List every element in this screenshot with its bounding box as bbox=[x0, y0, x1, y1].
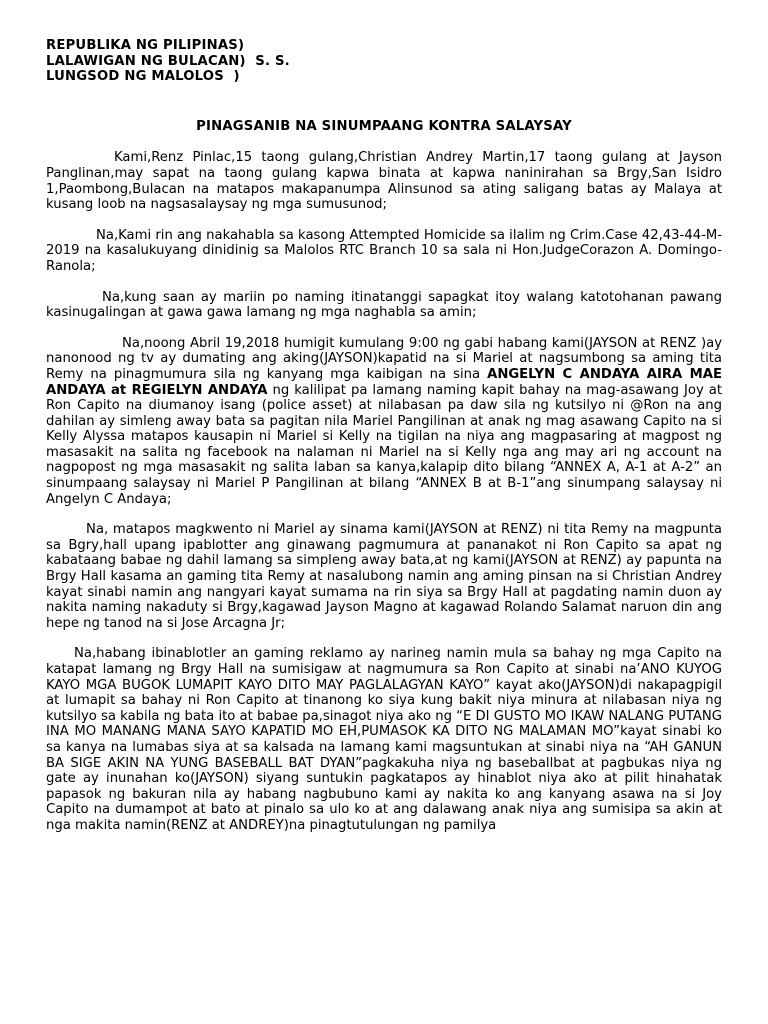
paragraph-2: Na,Kami rin ang nakahabla sa kasong Attempted Homicide sa ilalim ng Crim.Case 42,43-44-M-2019 na kasalukuyang dinidinig sa Malolos RTC Branch 10 sa sala ni Hon.JudgeCorazon A. Domingo- Ranola; bbox=[46, 227, 722, 274]
paragraph-4-part-c: ng kalilipat pa lamang naming kapit bahay na mag-asawang Joy at Ron Capito na diumanoy isang (police asset) at nilabasan pa daw sila ng kutsilyo ni @Ron na ang dahilan ay simleng away bata sa pagitan nila Mariel Pangilinan at anak ng mag asawang Capito na si Kelly Alyssa matapos kausapin ni Mariel si Kelly na tigilan na niya ang magpasaring at magpost ng masasakit na salita ng facebook na nalaman ni Mariel na si Kelly nga ang may ari ng account na nagpopost ng mga masasakit ng salita laban sa kanya,kalapip dito bilang “ANNEX A, A-1 at A-2” an sinumpaang salaysay ni Mariel P Pangilinan at bilang “ANNEX B at B-1”ang sinumpang salaysay ni Angelyn C Andaya; bbox=[46, 382, 722, 507]
paragraph-1: Kami,Renz Pinlac,15 taong gulang,Christian Andrey Martin,17 taong gulang at Jayson Panglinan,may sapat na taong gulang kapwa binata at kapwa naninirahan sa Brgy,San Isidro 1,Paombong,Bulacan na matapos makapanumpa Alinsunod sa ating saligang batas ay Malaya at kusang loob na nagsasalaysay ng mga sumusunod; bbox=[46, 150, 722, 213]
paragraph-4 bbox=[46, 336, 722, 508]
document-title: PINAGSANIB NA SINUMPAANG KONTRA SALAYSAY bbox=[196, 118, 572, 134]
affidavit-page bbox=[46, 38, 722, 834]
header-city: LUNGSOD NG MALOLOS ) bbox=[46, 69, 240, 85]
paragraph-5: Na, matapos magkwento ni Mariel ay sinama kami(JAYSON at RENZ) ni tita Remy na magpunta sa Bgry,hall upang ipablotter ang ginawang pagmumura at pananakot ni Ron Capito sa apat ng kabataang babae ng dahil lamang sa simpleng away bata,at ng kami(JAYSON at RENZ) ay papunta na Brgy Hall kasama an gaming tita Remy at nasalubong namin ang aming pinsan na si Christian Andrey kayat sinabi namin ang nangyari kayat sumama na rin siya sa Brgy Hall at pagdating namin duon ay nakita naming nakaduty si Brgy,kagawad Jayson Magno at kagawad Rolando Salamat naruon din ang hepe ng tanod na si Jose Arcagna Jr; bbox=[46, 522, 722, 631]
paragraph-3: Na,kung saan ay mariin po naming itinatanggi sapagkat itoy walang katotohanan pawang kasinugalingan at gawa gawa lamang ng mga naghabla sa amin; bbox=[46, 289, 722, 321]
header-province: LALAWIGAN NG BULACAN) S. S. bbox=[46, 53, 290, 69]
paragraph-6: Na,habang ibinablotler an gaming reklamo ay narineg namin mula sa bahay ng mga Capito na katapat lamang ng Brgy Hall na sumisigaw at nagmumura sa Ron Capito at sinabi na’ANO KUYOG KAYO MGA BUGOK LUMAPIT KAYO DITO MAY PAGLALAGYAN KAYO” kayat ako(JAYSON)di nakapagpigil at lumapit sa bahay ni Ron Capito at tinanong ko siya kung bakit niya minura at nilabasan niya ng kutsilyo sa kabila ng bata ito at babae pa,sinagot niya ako ng “E DI GUSTO MO IKAW NALANG PUTANG INA MO MANANG MANA SAYO KAPATID MO EH,PUMASOK KA DITO NG MALAMAN MO”kayat sinabi ko sa kanya na lumabas siya at sa kalsada na lamang kami magsuntukan at sinabi niya na “AH GANUN BA SIGE AKIN NA YUNG BASEBALL BAT DYAN”pagkakuha niya ng baseballbat at pagbukas niya ng gate ay inunahan ko(JAYSON) siyang suntukin pagkatapos ay hinablot niya ako at pilit hinahatak papasok ng bakuran nila ay habang nagbubuno kami ay nakita ko ang kanyang asawa na si Joy Capito na dumampot at bato at pinalo sa ulo ko at ang dalawang anak niya ang sumisipa sa akin at nga makita namin(RENZ at ANDREY)na pinagtutulungan ng pamilya bbox=[46, 646, 722, 833]
paragraph-4-names: ANGELYN C ANDAYA AIRA MAE ANDAYA at REGIELYN ANDAYA bbox=[46, 366, 722, 398]
paragraph-4-part-a: Na,noong Abril 19,2018 humigit kumulang 9:00 ng gabi habang kami(JAYSON at RENZ )ay nanonood ng tv ay dumating ang aking(JAYSON)kapatid na si Mariel at nagsumbong sa aming tita Remy na pinagmumura sila ng kanyang mga kaibigan na sina bbox=[46, 335, 722, 382]
header-republic: REPUBLIKA NG PILIPINAS) bbox=[46, 38, 245, 53]
